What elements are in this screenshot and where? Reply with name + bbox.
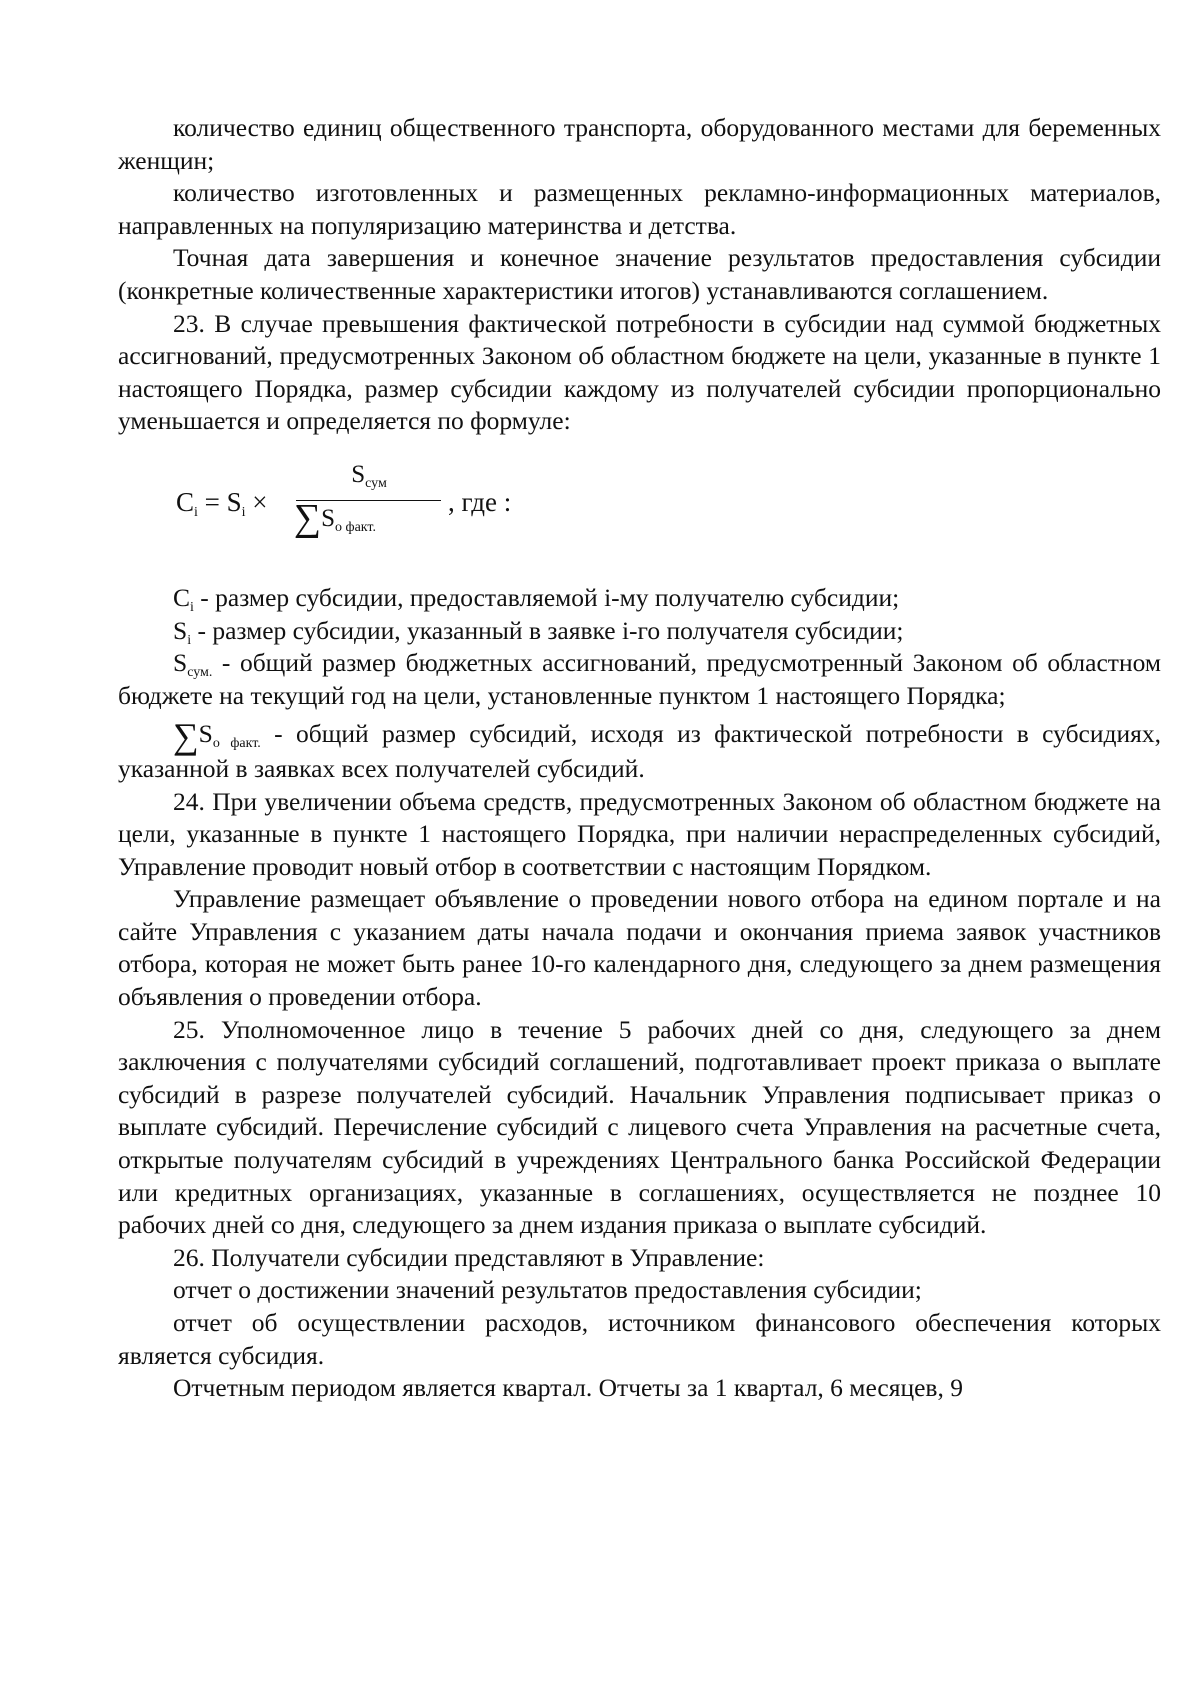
- paragraph: Точная дата завершения и конечное значение результатов предоставления субсидии (конкретные количественные характеристики итогов) устанавливаются соглашением.: [118, 243, 1161, 305]
- paragraph-25: 25. Уполномоченное лицо в течение 5 рабочих дней со дня, следующего за днем заключения с получателями субсидий соглашений, подготавливает проект приказа о выплате субсидий в разрезе получателей субсидий. Начальник Управления подписывает приказ о выплате субсидий. Перечисление субсидий с лицевого счета Управления на расчетные счета, открытые получателям субсидий в учреждениях Центрального банка Российской Федерации или кредитных организациях, указанные в соглашениях, осуществляется не позднее 10 рабочих дней со дня, следующего за днем издания приказа о выплате субсидий.: [118, 1014, 1161, 1240]
- definition-sum-sfact: $\sum S_{о факт.}$ - общий размер субсидий, исходя из фактической потребности в субсидиях, указанной в заявках всех получателей субсидий.: [118, 716, 1161, 783]
- document-body: [118, 112, 1161, 1405]
- paragraph: количество единиц общественного транспорта, оборудованного местами для беременных женщин;: [118, 113, 1161, 175]
- formula: [118, 446, 1161, 578]
- definition-ci: $C_i$ - размер субсидии, предоставляемой i-му получателю субсидии;: [173, 582, 900, 615]
- paragraph-26: 26. Получатели субсидии представляют в Управление:: [173, 1242, 765, 1272]
- definition-si: $S_i$ - размер субсидии, указанный в заявке i-го получателя субсидии;: [173, 615, 904, 648]
- paragraph: Отчетным периодом является квартал. Отчеты за 1 квартал, 6 месяцев, 9: [173, 1373, 963, 1403]
- paragraph: количество изготовленных и размещенных рекламно-информационных материалов, направленных на популяризацию материнства и детства.: [118, 178, 1161, 240]
- paragraph: Управление размещает объявление о проведении нового отбора на едином портале и на сайте Управления с указанием даты начала подачи и окончания приема заявок участников отбора, которая не может быть ранее 10-го календарного дня, следующего за днем размещения объявления о проведении отбора.: [118, 884, 1161, 1012]
- paragraph: отчет о достижении значений результатов предоставления субсидии;: [173, 1275, 922, 1305]
- formula-lhs: $C_i = S_i$ ×: [176, 486, 268, 520]
- paragraph-23: 23. В случае превышения фактической потребности в субсидии над суммой бюджетных ассигнований, предусмотренных Законом об областном бюджете на цели, указанные в пункте 1 настоящего Порядка, размер субсидии каждому из получателей субсидии пропорционально уменьшается и определяется по формуле:: [118, 308, 1161, 436]
- formula-numerator: $S_{сум}$: [351, 460, 387, 491]
- formula-tail: , где :: [448, 486, 512, 517]
- paragraph-24: 24. При увеличении объема средств, предусмотренных Законом об областном бюджете на цели, указанные в пункте 1 настоящего Порядка, при наличии нераспределенных субсидий, Управление проводит новый отбор в соответствии с настоящим Порядком.: [118, 786, 1161, 881]
- definition-ssum: $S_{сум.}$ - общий размер бюджетных ассигнований, предусмотренный Законом об областном бюджете на текущий год на цели, установленные пунктом 1 настоящего Порядка;: [118, 648, 1161, 710]
- paragraph: отчет об осуществлении расходов, источником финансового обеспечения которых является субсидия.: [118, 1308, 1161, 1370]
- formula-denominator: $\sum S_{о факт.}$: [294, 496, 376, 539]
